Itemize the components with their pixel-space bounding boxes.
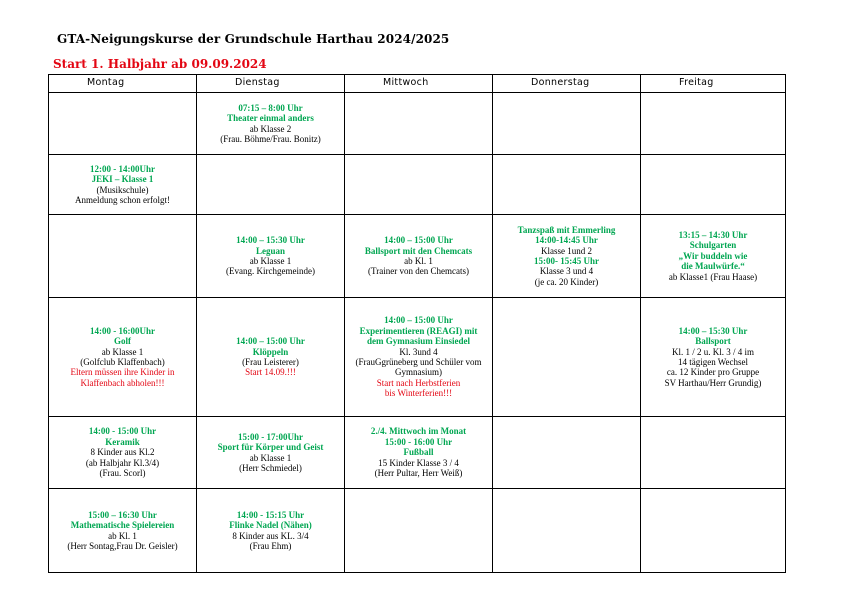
course-cell-friday [641,155,786,215]
course-heading-line: dem Gymnasium Einsiedel [366,336,470,347]
course-cell-thursday [493,215,641,298]
schedule-row [49,417,786,489]
course-cell-thursday [493,489,641,573]
course-cell-friday [641,93,786,155]
course-heading-line: Experimentieren (REAGI) mit [359,325,478,336]
course-cell-monday [49,417,197,489]
course-detail-line: (Trainer von den Chemcats) [368,266,469,277]
day-header-tuesday: Dienstag [197,75,345,93]
course-cell-tuesday [197,215,345,298]
course-heading-line: 2./4. Mittwoch im Monat [370,426,467,437]
course-detail-line: Klasse 3 und 4 [539,266,594,277]
course-detail-line: ab Kl. 1 [108,530,137,541]
course-heading-line: Ballsport [695,336,731,347]
course-detail-line: (Frau Ehm) [249,540,292,551]
course-detail-line: (ab Halbjahr Kl.3/4) [85,457,160,468]
course-detail-line: ca. 12 Kinder pro Gruppe [666,367,760,378]
course-heading-line: 14:00 - 16:00Uhr [90,325,155,336]
course-detail-line: (FrauGgrüneberg und Schüler vom [355,357,482,367]
course-cell-thursday [493,93,641,155]
course-cell-wednesday [345,93,493,155]
course-cell-thursday [493,417,641,489]
course-detail-line: ab Klasse 1 [249,256,292,266]
course-heading-line: 15:00- 15:45 Uhr [534,256,599,266]
course-heading-line: 14:00 – 15:30 Uhr [678,325,748,336]
course-heading-line: Mathematische Spielereien [70,520,175,531]
course-detail-line: (Musikschule) [96,184,149,195]
course-heading-line: 14:00 – 15:00 Uhr [384,235,453,246]
course-cell-tuesday [197,155,345,215]
course-cell-monday [49,298,197,417]
course-warning-line: Klaffenbach abholen!!! [80,377,165,388]
course-detail-line: 8 Kinder aus KL. 3/4 [232,530,309,541]
course-heading-line: 15:00 – 16:30 Uhr [88,509,157,520]
schedule-row [49,93,786,155]
course-heading-line: Theater einmal anders [227,113,314,124]
course-heading-line: 15:00 - 16:00 Uhr [384,436,453,447]
course-detail-line: 15 Kinder Klasse 3 / 4 [378,457,459,468]
course-cell-wednesday [345,489,493,573]
course-detail-line: Klasse 1und 2 [541,245,592,256]
course-heading-line: 12:00 - 14:00Uhr [90,163,155,174]
course-heading-line: Golf [114,336,131,347]
course-heading-line: 14:00 – 15:30 Uhr [236,235,305,246]
course-detail-line: (je ca. 20 Kinder) [534,276,599,287]
schedule-table [48,74,786,573]
course-heading-line: Ballsport mit den Chemcats [364,245,473,256]
course-heading-line: Klöppeln [252,346,289,357]
course-cell-wednesday [345,298,493,417]
course-detail-line: (Frau. Scorl) [99,468,146,479]
course-heading-line: Leguan [255,245,285,256]
course-heading-line: Keramik [105,436,140,447]
course-detail-line: (Golfclub Klaffenbach) [80,357,165,367]
course-cell-tuesday [197,298,345,417]
course-detail-line: SV Harthau/Herr Grundig) [664,377,762,388]
course-heading-line: JEKI – Klasse 1 [91,174,154,185]
course-cell-monday [49,93,197,155]
course-warning-line: bis Winterferien!!! [384,388,453,399]
course-detail-line: (Frau. Böhme/Frau. Bonitz) [220,133,321,144]
course-cell-wednesday [345,155,493,215]
course-cell-tuesday [197,93,345,155]
course-cell-friday [641,298,786,417]
course-heading-line: Flinke Nadel (Nähen) [229,520,312,531]
course-heading-line: Sport für Körper und Geist [217,442,324,453]
course-heading-line: 14:00 - 15:15 Uhr [236,509,305,520]
day-header-wednesday: Mittwoch [345,75,493,93]
course-heading-line: 15:00 - 17:00Uhr [238,431,303,442]
course-detail-line: Kl. 3und 4 [399,346,438,357]
course-detail-line: (Frau Leisterer) [242,357,299,367]
schedule-row [49,298,786,417]
course-detail-line: (Evang. Kirchgemeinde) [226,266,315,277]
course-detail-line: (Herr Pultar, Herr Weiß) [374,468,463,479]
course-heading-line: 13:15 – 14:30 Uhr [678,229,748,240]
course-heading-line: 14:00 – 15:00 Uhr [236,336,305,347]
schedule-row [49,215,786,298]
course-detail-line: Anmeldung schon erfolgt! [75,194,170,205]
course-detail-line: Kl. 1 / 2 u. Kl. 3 / 4 im [671,346,754,357]
course-heading-line: 07:15 – 8:00 Uhr [238,102,303,113]
schedule-row [49,489,786,573]
course-cell-thursday [493,298,641,417]
semester-start-note: Start 1. Halbjahr ab 09.09.2024 [53,57,267,71]
course-detail-line: Gymnasium) [395,367,442,378]
course-detail-line: ab Klasse 1 [249,452,292,463]
course-warning-line: Start nach Herbstferien [376,377,461,388]
course-detail-line: (Herr Sontag,Frau Dr. Geisler) [67,540,178,551]
course-cell-monday [49,155,197,215]
day-header-friday: Freitag [641,75,786,93]
course-heading-line: Fußball [403,447,434,458]
course-cell-tuesday [197,489,345,573]
course-detail-line: ab Klasse 1 [101,346,144,357]
day-header-thursday: Donnerstag [493,75,641,93]
course-heading-line: 14:00-14:45 Uhr [535,235,598,246]
course-cell-friday [641,215,786,298]
course-detail-line: (Herr Schmiedel) [239,462,302,473]
course-cell-wednesday [345,215,493,298]
schedule-row [49,155,786,215]
course-detail-line: 8 Kinder aus Kl.2 [90,447,155,458]
course-warning-line: Eltern müssen ihre Kinder in [70,367,175,378]
course-heading-line: „Wir buddeln wie [678,250,748,261]
course-cell-friday [641,417,786,489]
day-header-monday: Montag [49,75,197,93]
course-heading-line: die Maulwürfe.“ [681,261,745,272]
course-cell-tuesday [197,417,345,489]
course-heading-line: Tanzspaß mit Emmerling [517,224,616,235]
course-warning-line: Start 14.09.!!! [245,367,296,378]
page-title: GTA-Neigungskurse der Grundschule Harthau 2024/2025 [57,32,450,46]
course-cell-thursday [493,155,641,215]
course-cell-wednesday [345,417,493,489]
course-detail-line: ab Kl. 1 [404,256,433,266]
course-cell-monday [49,215,197,298]
course-detail-line: ab Klasse 2 [249,123,292,134]
course-cell-friday [641,489,786,573]
course-heading-line: Schulgarten [689,240,737,251]
course-heading-line: 14:00 – 15:00 Uhr [384,315,453,326]
course-detail-line: 14 tägigen Wechsel [677,357,749,367]
course-cell-monday [49,489,197,573]
weekday-header-row [49,75,786,93]
course-detail-line: ab Klasse1 (Frau Haase) [668,271,758,282]
course-heading-line: 14:00 - 15:00 Uhr [88,426,157,437]
